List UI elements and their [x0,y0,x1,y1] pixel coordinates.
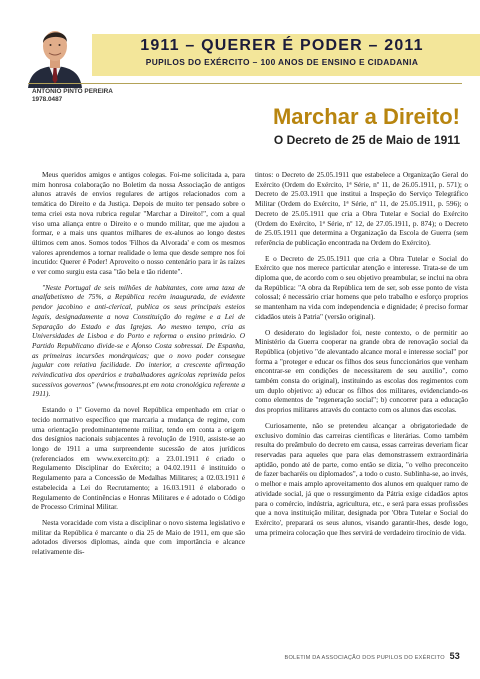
author-photo [24,18,86,88]
author-byline [32,88,113,104]
paragraph: Curiosamente, não se pretendeu alcançar a obrigatoriedade de exclusivo domínio das carreiras científicas e literárias. Como também resulta do preâmbulo do decreto em causa, essas carreiras deveriam ficar reservadas para aqueles que para elas demonstrassem extraordinária aptidão, pondo até de parte, como então se dizia, "o velho preconceito de fazer bacharéis ou diplomados", a todo o custo. Sublinha-se, ao invés, o melhor e mais amplo aproveitamento dos alunos em qualquer ramo de atividade social, já que o ressurgimento da Pátria exige cidadãos aptos para o comércio, indústria, agricultura, etc., e será para essas profissões que a nova instituição militar, designada por 'Obra Tutelar e Social do Exército', preparará os seus alunos, visando garantir-lhes, desde logo, uma primeira colocação que lhes servirá de verdadeiro tirocínio de vida. [255,420,468,537]
publication-name: BOLETIM DA ASSOCIAÇÃO DOS PUPILOS DO EXÉRCITO [284,655,445,661]
page-footer [285,651,460,661]
article-subtitle: O Decreto de 25 de Maio de 1911 [273,133,460,147]
paragraph: Meus queridos amigos e antigos colegas. Foi-me solicitada a, para mim honrosa colaboração no Boletim da nossa Associação de antigos alunos através de envios regulares de artigos relacionados com a temática do Direito e da Justiça. Depois de muito ter pensado sobre o tema criei esta nova rubrica regular "Marchar a Direito!", com a qual viso uma aliança entre o Direito e o mundo militar, que me ajudou a formar, e a mais uns quantos milhares de ex-alunos ao longo destes últimos cem anos. Somos todos 'Filhos da Alvorada' e com os mesmos valores aprendemos a tornar realidade o lema que desde sempre nos foi incutido: Querer é Poder! Aproveito o nosso centenário para ir às raízes e ver como surgiu esta casa "tão bela e tão ridente". [32,170,245,277]
article-title: Marchar a Direito! [272,104,460,129]
paragraph: O desiderato do legislador foi, neste contexto, o de permitir ao Ministério da Guerra cooperar na grande obra de renovação social da República (objetivo "de alevantado alcance moral e interesse social" por forma a "proteger e educar os filhos dos seus funccionários que venham encontrar-se em condições de necessitarem de seu auxilio", como também consta do original), instituindo as escolas dos regimentos com um duplo objetivo: a) educar os filhos dos militares, evidenciando-os como elementos de "regeneração social"; b) concorrer para a educação dos proprios militares através do contacto com os alunos das escolas. [255,327,468,415]
page-number: 53 [449,651,460,661]
left-column [32,170,245,557]
header-rule [28,83,462,84]
header-banner [92,34,480,76]
author-name: ANTÓNIO PINTO PEREIRA [32,88,113,95]
banner-title: 1911 – QUERER É PODER – 2011 [140,37,424,54]
right-column [255,170,468,537]
banner-subtitle: PUPILOS DO EXÉRCITO – 100 ANOS DE ENSINO E CIDADANIA [145,57,419,67]
paragraph: tintos: o Decreto de 25.05.1911 que estabelece a Organização Geral do Exército (Ordem do Exército, 1ª Série, nº 11, de 26.05.1911, p. 571); o Decreto de 25.03.1911 que institui a Inspeção do Serviço Telegráfico Militar (Ordem do Exército, 1ª Série, nº 11, de 25.05.1911, p. 596); o Decreto de 25.05.1911 que cria a Obra Tutelar e Social do Exército (Ordem do Exército, 1ª Série, nº 12, de 27.05.1911, p. 874); o Decreto de 25.05.1911 que determina a Organização da Escola de Guerra (sem referência de publicação encontrada na Ordem do Exército). [255,170,468,247]
author-number: 1978.0487 [32,96,63,103]
paragraph: E o Decreto de 25.05.1911 que cria a Obra Tutelar e Social do Exército que nos merece particular atenção e interesse. Trata-se de um diploma que, de acordo com o seu objetivo preambular, se inclui na obra da República: "A obra da República tem de ser, sob esse ponto de vista colossal; é necessário criar homens que pelo trabalho e esforço proprios se mantenham na vida com independencia e dignidade; é preciso formar cidadãos uteis à Patria" (versão original). [255,253,468,321]
paragraph: "Neste Portugal de seis milhões de habitantes, com uma taxa de analfabetismo de 75%, a República recém inaugurada, de evidente pendor jacobino e anti-clerical, publica os seus principais esteios legais, designadamente a nova Constituição do regime e a Lei de Separação do Estado e das Igrejas. Ao mesmo tempo, cria as Universidades de Lisboa e do Porto e reforma o ensino primário. O Partido Republicano divide-se e Afonso Costa sobressai. De Espanha, as primeiras incursões monárquicas; que o novo poder consegue jugular com relativa facilidade. Do interior, a crescente afirmação reivindicativa dos operários e trabalhadores agrícolas reprimida pelos sucessivos governos" (www.fmsoares.pt em nota cronológica referente a 1911). [32,282,245,399]
paragraph: Estando o 1º Governo da novel República empenhado em criar o tecido normativo específico que marcaria a mudança de regime, com uma orientação predominantemente militar, tendo em conta a origem dos desígnios nacionais subjacentes à revolução de 1910, assiste-se ao longo de 1911 a uma surpreendente sucessão de atos jurídicos (referenciados em www.exercito.pt): a 23.01.1911 é criado o Regulamento Disciplinar do Exército; a 04.02.1911 é instituído o Regulamento para a Concessão de Medalhas Militares; a 02.03.1911 é estabelecida a Lei do Recrutamento; a 16.03.1911 é elaborado o Regulamento de Continências e Honras Militares e é adotado o Código de Processo Criminal Militar. [32,405,245,512]
page-header [0,0,480,95]
paragraph: Nesta voracidade com vista a disciplinar o novo sistema legislativo e militar da República é marcante o dia 25 de Maio de 1911, em que são adotados diversos diplomas, ainda que com importância e alcance relativamente dis- [32,517,245,557]
